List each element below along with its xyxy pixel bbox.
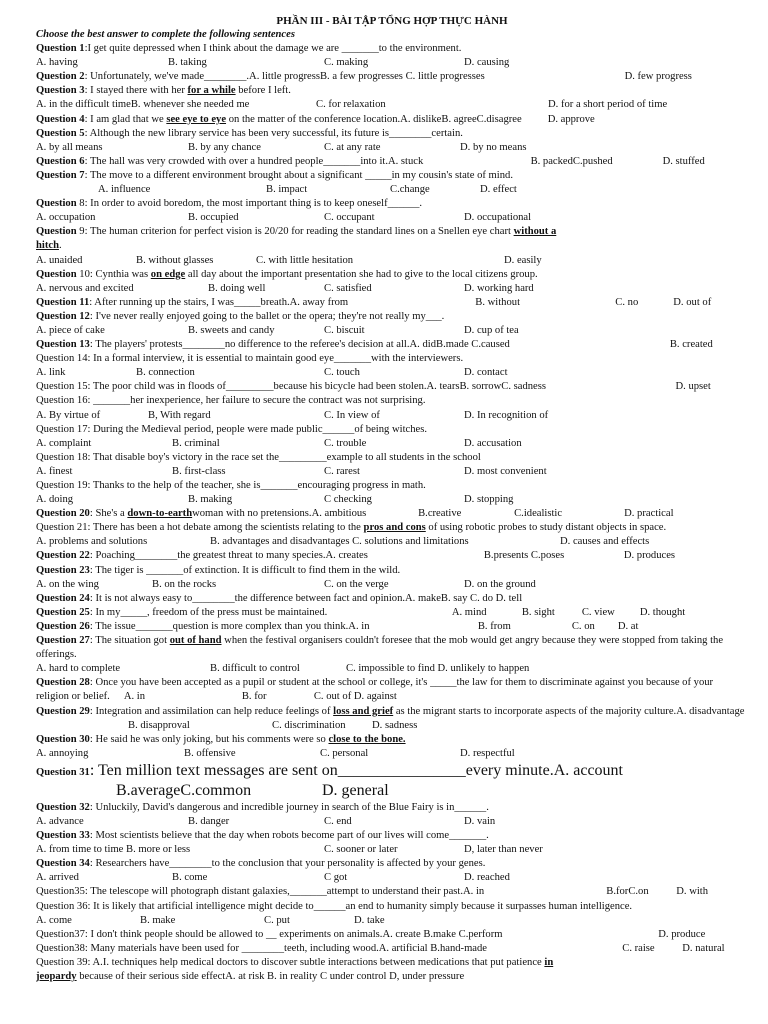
option-bc[interactable]: B.averageC.common — [116, 781, 252, 799]
question-9-cont: hitch. — [36, 240, 62, 252]
question-34-options — [36, 871, 748, 885]
option-a[interactable]: A. arrived — [36, 872, 79, 884]
option-b[interactable]: B. first-class — [172, 465, 226, 477]
option-d[interactable]: D. stuffed — [662, 155, 705, 167]
option-d[interactable]: D. with — [676, 886, 709, 898]
question-8-options — [36, 211, 748, 225]
option-d[interactable]: D. accusation — [464, 437, 522, 449]
option-a[interactable]: A. on the wing — [36, 578, 99, 590]
question-9: Question 9: The human criterion for perfect vision is 20/20 for reading the standard lines on a Snellen eye chart without a — [36, 226, 557, 238]
question-3-options — [36, 98, 748, 112]
option-b[interactable]: B. danger — [188, 815, 230, 827]
option-d[interactable]: D. by no means — [460, 141, 527, 153]
option-b[interactable]: B. from — [477, 620, 511, 632]
option-b[interactable]: B. disapproval — [128, 719, 190, 731]
question-25: Question 25: In my_____, freedom of the press must be maintained. A. mind B. sight C. view D. thought — [36, 606, 748, 620]
question-20: Question 20: She's a down-to-earthwoman with no pretensions.A. ambitious B.creative C.idealistic D. practical — [36, 507, 748, 521]
option-b[interactable]: B. sight — [521, 606, 555, 618]
question-9-options — [36, 254, 748, 268]
option-a[interactable]: A. having — [36, 57, 78, 69]
question-18: Question 18: That disable boy's victory in the race set the_________example to all students in the school — [36, 451, 481, 463]
option-d[interactable]: D. produce — [658, 928, 706, 940]
option-a[interactable]: A. influence — [98, 184, 151, 196]
question-37: Question37: I don't think people should be allowed to __ experiments on animals.A. create B.make C.perform D. produce — [36, 928, 706, 940]
question-21: Question 21: There has been a hot debate among the scientists relating to the pros and cons of using robotic probes to study distant objects in space. — [36, 522, 667, 534]
option-d[interactable]: D. In recognition of — [464, 409, 549, 421]
question-7-options — [36, 183, 748, 197]
question-10-options — [36, 282, 748, 296]
option-cd[interactable]: C. out of D. against — [313, 691, 397, 703]
question-23: Question 23: The tiger is _______of extinction. It is difficult to find them in the wild. — [36, 564, 401, 576]
question-34: Question 34: Researchers have________to the conclusion that your personality is affected by your genes. — [36, 858, 486, 870]
option-d[interactable]: B. created — [669, 339, 713, 351]
question-21-options — [36, 535, 748, 549]
question-30-options — [36, 747, 748, 761]
question-16-options — [36, 409, 748, 423]
option-bc[interactable]: B.forC.on — [606, 886, 649, 898]
option-c[interactable]: C. occupant — [324, 212, 375, 224]
question-4: Question 4: I am glad that we see eye to eye on the matter of the conference location.A. dislikeB. agreeC.disagree D. approve — [36, 113, 595, 125]
option-b[interactable]: B, With regard — [148, 409, 211, 421]
question-27: Question 27: The situation got out of hand when the festival organisers couldn't foresee that the mob would get angry because they were stopped from taking the offerings. — [36, 635, 724, 661]
option-b[interactable]: B. taking — [168, 57, 207, 69]
option-a[interactable]: A. annoying — [36, 747, 89, 759]
question-7: Question 7: The move to a different environment brought about a significant _____in my cousin's state of mind. — [36, 169, 513, 181]
option-b[interactable]: B. connection — [136, 367, 195, 379]
option-bc[interactable]: B. advantages and disadvantages C. solutions and limitations — [210, 536, 469, 548]
option-d[interactable]: D. practical — [624, 508, 674, 520]
option-c[interactable]: C. trouble — [324, 437, 367, 449]
option-d[interactable]: D. for a short period of time — [548, 99, 668, 111]
option-b[interactable]: B. making — [188, 494, 233, 506]
question-27-options — [36, 662, 748, 676]
question-33: Question 33: Most scientists believe that the day when robots become part of our lives will come_______. — [36, 830, 489, 842]
option-a[interactable]: A. nervous and excited — [36, 282, 134, 294]
question-1-options — [36, 56, 748, 70]
option-b[interactable]: B. difficult to control — [210, 663, 300, 675]
option-c[interactable]: C. no — [615, 296, 639, 308]
question-16: Question 16: _______her inexperience, her failure to secure the contract was not surprising. — [36, 395, 426, 407]
option-c[interactable]: C. discrimination — [272, 719, 346, 731]
option-a[interactable]: A. in — [123, 691, 146, 703]
option-d[interactable]: D. causes and effects — [560, 536, 650, 548]
option-c[interactable]: C. personal — [320, 747, 369, 759]
option-d[interactable]: D. stopping — [464, 494, 514, 506]
page-title: PHẦN III - BÀI TẬP TỔNG HỢP THỰC HÀNH — [276, 15, 508, 27]
option-c[interactable]: C. rarest — [324, 465, 360, 477]
option-a[interactable]: A. mind — [451, 606, 487, 618]
option-d[interactable]: D. approve — [547, 113, 595, 125]
question-5: Question 5: Although the new library service has been very successful, its future is________certain. — [36, 127, 463, 139]
option-c[interactable]: C got — [324, 872, 348, 884]
option-a[interactable]: A. unaided — [36, 254, 83, 266]
question-2: Question 2: Unfortunately, we've made________.A. little progressB. a few progresses C. little progresses D. few progress — [36, 71, 692, 83]
option-a[interactable]: A. link — [36, 367, 66, 379]
option-a[interactable]: A. occupation — [36, 212, 96, 224]
option-b[interactable]: B. by any chance — [188, 141, 261, 153]
question-12: Question 12: I've never really enjoyed going to the ballet or the opera; they're not really my___. — [36, 310, 445, 322]
question-1: Question 1:I get quite depressed when I think about the damage we are _______to the environment. — [36, 43, 462, 55]
question-6: Question 6: The hall was very crowded with over a hundred people_______into it.A. stuck B. packedC.pushed D. stuffed — [36, 155, 748, 169]
question-8: Question 8: In order to avoid boredom, the most important thing is to keep oneself______. — [36, 198, 423, 210]
question-32: Question 32: Unluckily, David's dangerous and incredible journey in search of the Blue Fairy is in______. — [36, 801, 489, 813]
question-22: Question 22: Poaching________the greatest threat to many species.A. creates B.presents C.poses D. produces — [36, 549, 748, 563]
option-c[interactable]: C.idealistic — [514, 508, 563, 520]
question-24: Question 24: It is not always easy to________the difference between fact and opinion.A. makeB. say C. do D. tell — [36, 592, 523, 604]
question-29: Question 29: Integration and assimilation can help reduce feelings of loss and grief as the migrant starts to incorporate aspects of the majority culture.A. disadvantageB. disapproval C. discrimination D. sadness — [36, 705, 748, 733]
question-17-options — [36, 437, 748, 451]
instruction: Choose the best answer to complete the following sentences — [36, 29, 295, 40]
option-b[interactable]: B. sweets and candy — [188, 324, 275, 336]
option-c[interactable]: C. on — [571, 620, 595, 632]
question-39: Question 39: A.I. techniques help medical doctors to discover subtle interactions between medications that put patience in — [36, 956, 554, 968]
option-c[interactable]: C.change — [390, 184, 430, 196]
option-a[interactable]: A. piece of cake — [36, 324, 105, 336]
question-35: Question35: The telescope will photograph distant galaxies,_______attempt to understand their past.A. in B.forC.on D. with — [36, 885, 748, 899]
option-d[interactable]: D. sadness — [372, 719, 418, 731]
option-c[interactable]: C. put — [264, 914, 290, 926]
option-a[interactable]: A. advance — [36, 815, 84, 827]
option-c[interactable]: C. at any rate — [324, 141, 381, 153]
option-c[interactable]: C. In view of — [324, 409, 380, 421]
option-b[interactable]: B. for — [241, 691, 267, 703]
option-a[interactable]: A. come — [36, 914, 72, 926]
option-d[interactable]: D. take — [354, 914, 385, 926]
option-c[interactable]: C. raise — [622, 942, 655, 954]
option-c[interactable]: C. biscuit — [324, 324, 365, 336]
option-b[interactable]: B. doing well — [208, 282, 266, 294]
option-d[interactable]: D. easily — [504, 254, 542, 266]
option-c[interactable]: C checking — [324, 494, 372, 506]
option-bc[interactable]: B. packedC.pushed — [530, 155, 613, 167]
question-15: Question 15: The poor child was in floods of_________because his bicycle had been stolen.A. tearsB. sorrowC. sadness D. upset — [36, 381, 711, 393]
option-c[interactable]: C. view — [581, 606, 615, 618]
option-d[interactable]: D. occupational — [464, 212, 532, 224]
question-19: Question 19: Thanks to the help of the teacher, she is_______encouraging progress in math. — [36, 480, 426, 491]
option-d[interactable]: D. produces — [623, 550, 676, 562]
question-12-options — [36, 324, 748, 338]
option-b[interactable]: B.creative — [418, 508, 462, 520]
option-b[interactable]: B. offensive — [184, 747, 236, 759]
option-c[interactable]: C. on the verge — [324, 578, 389, 590]
option-d[interactable]: D. at — [617, 620, 639, 632]
option-d[interactable]: D. cup of tea — [464, 324, 519, 336]
option-bc[interactable]: B.presents C.poses — [483, 550, 565, 562]
option-b[interactable]: B. impact — [266, 184, 308, 196]
question-30: Question 30: He said he was only joking, but his comments were so close to the bone. — [36, 733, 406, 745]
question-13: Question 13: The players' protests________no difference to the referee's decision at all.A. didB.made C.caused B. created — [36, 339, 713, 351]
question-31: Question 31: Ten million text messages are sent on________________every minute.A. account — [36, 761, 623, 779]
option-b[interactable]: B. without — [475, 296, 521, 308]
question-39-cont: jeopardy because of their serious side effectA. at risk B. in reality C under control D, under pressure — [36, 971, 465, 982]
question-19-options — [36, 493, 748, 507]
option-d[interactable]: D, later than never — [464, 844, 543, 856]
option-c[interactable]: C. touch — [324, 367, 360, 379]
option-d[interactable]: D. contact — [464, 367, 508, 379]
option-d[interactable]: D. respectful — [460, 747, 515, 759]
option-b[interactable]: B. without glasses — [136, 254, 214, 266]
option-d[interactable]: D. thought — [639, 606, 686, 618]
option-a[interactable]: A. problems and solutions — [36, 536, 148, 548]
option-d[interactable]: D. vain — [464, 815, 496, 827]
option-d[interactable]: D. on the ground — [464, 578, 536, 590]
option-ab[interactable]: A. in the difficult timeB. whenever she needed me — [36, 99, 250, 111]
option-cd[interactable]: C. impossible to find D. unlikely to happen — [346, 663, 530, 675]
question-36: Question 36: It is likely that artificial intelligence might decide to______an end to humanity simply because it surpasses human intelligence.A. come B. make C. put D. take — [36, 900, 748, 928]
question-5-options — [36, 141, 748, 155]
option-c[interactable]: C. satisfied — [324, 282, 372, 294]
question-33-options — [36, 843, 748, 857]
option-d[interactable]: D. upset — [675, 381, 711, 393]
option-d[interactable]: D. general — [322, 781, 389, 799]
question-23-options — [36, 578, 748, 592]
option-d[interactable]: D. most convenient — [464, 465, 547, 477]
option-b[interactable]: B. occupied — [188, 212, 239, 224]
option-c[interactable]: C. making — [324, 57, 369, 69]
option-a[interactable]: A. By virtue of — [36, 409, 101, 421]
question-32-options — [36, 815, 748, 829]
option-b[interactable]: B. make — [140, 914, 176, 926]
option-d[interactable]: D. causing — [464, 57, 510, 69]
option-c[interactable]: C. for relaxation — [316, 99, 386, 111]
question-11: Question 11: After running up the stairs, I was_____breath.A. away from B. without C. no D. out of — [36, 296, 748, 310]
question-3: Question 3: I stayed there with her for a while before I left. — [36, 85, 291, 97]
option-a[interactable]: A. doing — [36, 494, 74, 506]
option-d[interactable]: D. natural — [682, 942, 725, 954]
option-c[interactable]: C. with little hesitation — [256, 254, 354, 266]
option-b[interactable]: B. come — [172, 872, 208, 884]
option-d[interactable]: D. reached — [464, 872, 510, 884]
question-18-options — [36, 465, 748, 479]
question-28: Question 28: Once you have been accepted as a pupil or student at the school or college, it's _____the law for them to discriminate against you because of your religion or belief. A. in B. for C. out of D. against — [36, 676, 748, 704]
question-14: Question 14: In a formal interview, it is essential to maintain good eye_______with the interviewers. — [36, 353, 464, 365]
option-c[interactable]: C. sooner or later — [324, 844, 398, 856]
option-b[interactable]: B. on the rocks — [152, 578, 217, 590]
question-14-options — [36, 366, 748, 380]
question-31-cont — [36, 781, 748, 801]
option-d[interactable]: D. few progress — [624, 71, 692, 83]
question-17: Question 17: During the Medieval period, people were made public______of being witches. — [36, 423, 427, 435]
option-d[interactable]: D. working hard — [464, 282, 534, 294]
question-26: Question 26: The issue_______question is more complex than you think.A. in B. from C. on D. at — [36, 620, 748, 634]
option-b[interactable]: B. criminal — [172, 437, 220, 449]
option-d[interactable]: D. out of — [673, 296, 712, 308]
option-a[interactable]: A. complaint — [36, 437, 92, 449]
option-a[interactable]: A. hard to complete — [36, 663, 121, 675]
option-d[interactable]: D. effect — [480, 184, 517, 196]
question-10: Question 10: Cynthia was on edge all day about the important presentation she had to give to the local citizens group. — [36, 268, 538, 280]
question-38: Question38: Many materials have been used for ________teeth, including wood.A. artificial B.hand-made C. raise D. natural — [36, 942, 748, 956]
option-a[interactable]: A. finest — [36, 465, 73, 477]
option-ab[interactable]: A. from time to time B. more or less — [36, 844, 191, 856]
option-a[interactable]: A. by all means — [36, 141, 103, 153]
option-c[interactable]: C. end — [324, 815, 352, 827]
